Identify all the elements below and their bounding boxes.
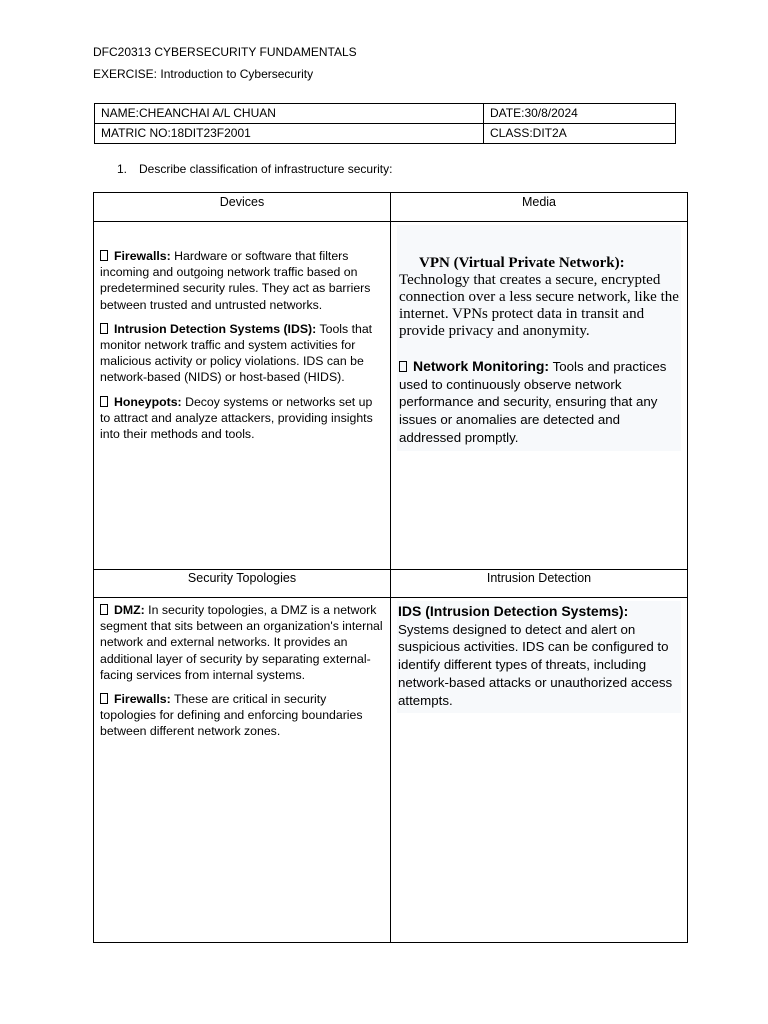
class-name: CLASS:DIT2A <box>484 124 676 144</box>
media-item-monitoring <box>399 358 679 447</box>
devices-item-firewalls <box>100 248 384 313</box>
student-name: NAME:CHEANCHAI A/L CHUAN <box>95 104 484 124</box>
media-content <box>397 225 681 451</box>
vpn-desc: Technology that creates a secure, encrypted connection over a less secure network, like the internet. VPNs protect data in transit and provide privacy and anonymity. <box>399 272 679 339</box>
monitor-term: Network Monitoring: <box>413 358 550 374</box>
item-desc: Tools that monitor network traffic and system activities for malicious activity or policy violations. IDS can be network-based (NIDS) or host-based (HIDS). <box>100 321 373 385</box>
header-topologies: Security Topologies <box>94 570 391 598</box>
intrusion-desc: Systems designed to detect and alert on suspicious activities. IDS can be configured to identify different types of threats, including network-based attacks or unauthorized access attempts. <box>398 621 673 708</box>
item-desc: These are critical in security topologies for defining and enforcing boundaries between different network zones. <box>100 692 363 739</box>
bullet-icon <box>100 604 108 615</box>
media-cell <box>391 222 688 570</box>
student-info-table <box>94 103 676 144</box>
item-desc: Hardware or software that filters incoming and outgoing network traffic based on predetermined security rules. They act as barriers between trusted and untrusted networks. <box>100 249 371 312</box>
bullet-icon <box>399 361 407 372</box>
bullet-icon <box>100 396 108 407</box>
item-desc: In security topologies, a DMZ is a network segment that sits between an organization's internal network and external networks. It provides an additional layer of security by separating external-facing services from internal systems. <box>100 603 383 682</box>
item-term: Firewalls: <box>114 692 171 707</box>
topologies-cell <box>94 598 391 943</box>
devices-item-ids <box>100 321 384 386</box>
topologies-item-dmz <box>100 602 384 683</box>
intrusion-content <box>397 601 681 713</box>
bullet-icon <box>100 323 108 334</box>
classification-table <box>93 192 688 943</box>
topologies-item-firewalls <box>100 691 384 740</box>
item-term: Honeypots: <box>114 394 182 409</box>
header-devices: Devices <box>94 193 391 222</box>
matric-number: MATRIC NO:18DIT23F2001 <box>95 124 484 144</box>
devices-item-honeypots <box>100 394 384 443</box>
vpn-term: VPN (Virtual Private Network): <box>419 255 625 271</box>
bullet-icon <box>100 693 108 704</box>
exercise-title: EXERCISE: Introduction to Cybersecurity <box>93 67 314 81</box>
intrusion-cell <box>391 598 688 943</box>
item-term: Firewalls: <box>114 249 171 263</box>
item-term: DMZ: <box>114 603 145 617</box>
course-title: DFC20313 CYBERSECURITY FUNDAMENTALS <box>93 45 357 59</box>
item-desc: Decoy systems or networks set up to attract and analyze attackers, providing insights into their methods and tools. <box>100 394 373 442</box>
bullet-icon <box>100 250 108 261</box>
devices-cell <box>94 222 391 570</box>
monitor-desc: Tools and practices used to continuously observe network performance and security, ensuring that any issues or anomalies are detected and addressed promptly. <box>399 359 667 445</box>
header-intrusion: Intrusion Detection <box>391 570 688 598</box>
header-media: Media <box>391 193 688 222</box>
intrusion-term: IDS (Intrusion Detection Systems): <box>398 603 629 619</box>
item-term: Intrusion Detection Systems (IDS): <box>114 321 317 336</box>
question-number: 1. <box>117 162 128 176</box>
question-text: Describe classification of infrastructure security: <box>139 162 393 176</box>
submission-date: DATE:30/8/2024 <box>484 104 676 124</box>
